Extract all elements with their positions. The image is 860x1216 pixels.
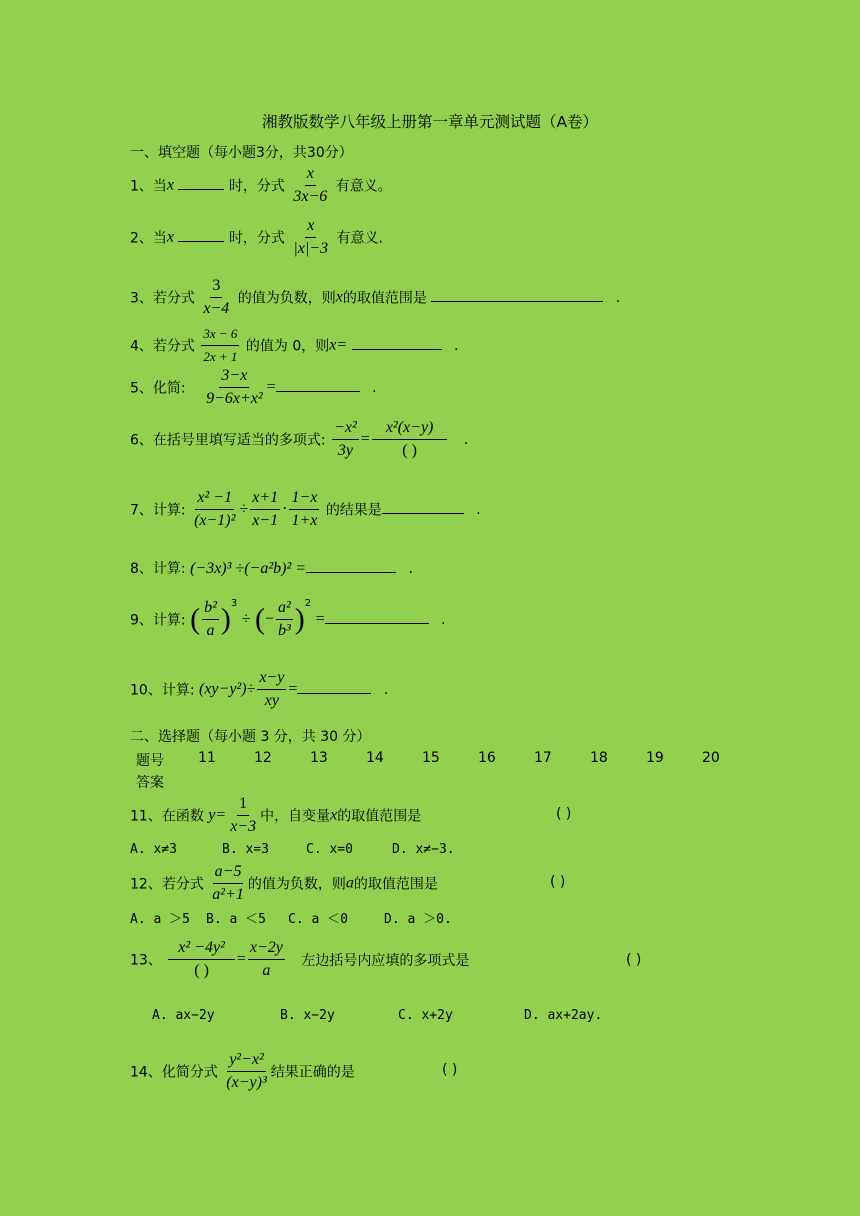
q12-label: 12、若分式 bbox=[130, 876, 204, 893]
question-6 bbox=[130, 418, 468, 461]
answer-table-num-11: 11 bbox=[198, 750, 216, 766]
q3-text: 的值为负数，则 bbox=[237, 290, 336, 307]
q9-minus: − bbox=[264, 610, 274, 628]
answer-table-num-15: 15 bbox=[422, 750, 440, 766]
q12-var: a bbox=[345, 874, 354, 892]
q9-left-paren: ( bbox=[190, 602, 201, 636]
q2-text: 时，分式 bbox=[228, 230, 285, 247]
question-9 bbox=[130, 598, 446, 641]
answer-table-num-12: 12 bbox=[254, 750, 272, 766]
q9-equals: = bbox=[315, 610, 325, 628]
q11-answer-paren[interactable]: ( ) bbox=[556, 806, 572, 822]
question-7 bbox=[130, 488, 481, 531]
q4-var: x= bbox=[329, 336, 348, 354]
q13-equals: = bbox=[236, 950, 246, 968]
q1-answer-blank[interactable] bbox=[178, 175, 224, 190]
q11-option-c[interactable]: C. x=0 bbox=[306, 842, 353, 857]
answer-table-num-17: 17 bbox=[534, 750, 552, 766]
answer-table-num-16: 16 bbox=[478, 750, 496, 766]
question-11 bbox=[130, 794, 421, 837]
q13-option-a[interactable]: A. ax−2y bbox=[152, 1008, 215, 1023]
q4-answer-blank[interactable] bbox=[352, 335, 442, 350]
q10-fraction: $\frac{x-y}{xy}$ bbox=[259, 669, 285, 709]
q14-label: 14、化简分式 bbox=[130, 1064, 218, 1081]
q6-fraction-right[interactable]: $\frac{\text{x²(x−y)}}{( )}$ bbox=[372, 418, 448, 461]
question-14 bbox=[130, 1050, 355, 1093]
q11-text: 中，自变量 bbox=[260, 808, 331, 825]
question-10 bbox=[130, 668, 388, 711]
question-13 bbox=[130, 938, 469, 981]
q11-option-d[interactable]: D. x≠−3. bbox=[392, 842, 455, 857]
q4-label: 4、若分式 bbox=[130, 338, 195, 355]
q12-option-c[interactable]: C. a ＜0 bbox=[288, 912, 348, 927]
q12-answer-paren[interactable]: ( ) bbox=[550, 874, 566, 890]
q6-equals: = bbox=[360, 430, 370, 448]
q10-equals: = bbox=[288, 680, 298, 698]
q9-exponent-2: 2 bbox=[304, 598, 312, 609]
q12-option-a[interactable]: A. a ＞5 bbox=[130, 912, 190, 927]
q7-fraction-3: $\frac{1-x}{1+x}$ bbox=[291, 489, 318, 529]
q3-var: x bbox=[335, 288, 343, 306]
q10-period: . bbox=[383, 681, 389, 698]
q9-left-paren-2: ( bbox=[254, 602, 265, 636]
q1-label: 1、当 bbox=[130, 178, 167, 195]
q9-fraction-1: $\frac{\text{b²}}{a}$ bbox=[204, 599, 217, 639]
q11-option-b[interactable]: B. x=3 bbox=[222, 842, 269, 857]
q9-label: 9、计算: bbox=[130, 612, 186, 629]
answer-table-num-18: 18 bbox=[590, 750, 608, 766]
q6-period: . bbox=[463, 431, 469, 448]
q14-text: 结果正确的是 bbox=[270, 1064, 355, 1081]
answer-table-num-14: 14 bbox=[366, 750, 384, 766]
q7-dot: · bbox=[282, 500, 288, 518]
q14-answer-paren[interactable]: ( ) bbox=[442, 1062, 458, 1078]
q3-label: 3、若分式 bbox=[130, 290, 195, 307]
q14-fraction: $\frac{\text{y²−x²}}{\text{(x−y)³}}$ bbox=[226, 1051, 267, 1091]
q5-equals: = bbox=[266, 378, 276, 396]
question-8 bbox=[130, 558, 413, 578]
q7-fraction-1: $\frac{\text{x² −1}}{\text{(x−1)²}}$ bbox=[194, 489, 236, 529]
q2-answer-blank[interactable] bbox=[178, 227, 224, 242]
q11-var: x bbox=[330, 806, 338, 824]
question-5 bbox=[130, 366, 377, 409]
q8-label: 8、计算: bbox=[130, 561, 186, 577]
q6-label: 6、在括号里填写适当的多项式: bbox=[130, 432, 326, 449]
q2-fraction: $\frac{x}{|x|-3}$ bbox=[293, 217, 329, 257]
q13-answer-paren[interactable]: ( ) bbox=[626, 952, 642, 968]
q13-option-c[interactable]: C. x+2y bbox=[398, 1008, 453, 1023]
q7-text: 的结果是 bbox=[325, 502, 382, 519]
q12-text: 的值为负数，则 bbox=[247, 876, 346, 893]
q13-label: 13、 bbox=[130, 952, 162, 969]
q11-lhs: y= bbox=[208, 806, 227, 824]
q7-answer-blank[interactable] bbox=[382, 499, 464, 514]
q7-period: . bbox=[476, 501, 481, 518]
q5-answer-blank[interactable] bbox=[276, 377, 360, 392]
q9-exponent-1: 3 bbox=[230, 598, 238, 609]
q1-text: 时，分式 bbox=[228, 178, 285, 195]
answer-table-answer-label: 答案 bbox=[136, 775, 164, 791]
q13-fraction-left[interactable]: $\frac{\text{x² −4y²}}{( )}$ bbox=[168, 938, 235, 981]
q9-divide: ÷ bbox=[241, 610, 251, 628]
q7-label: 7、计算: bbox=[130, 502, 186, 519]
q5-period: . bbox=[372, 379, 377, 396]
q2-text-end: 有意义. bbox=[336, 230, 383, 247]
q13-text: 左边括号内应填的多项式是 bbox=[301, 952, 470, 969]
q3-answer-blank[interactable] bbox=[431, 287, 603, 302]
q12-text-2: 的取值范围是 bbox=[353, 876, 438, 893]
q12-option-d[interactable]: D. a ＞0. bbox=[384, 912, 452, 927]
q9-fraction-2: $\frac{\text{a²}}{\text{b³}}$ bbox=[277, 599, 291, 639]
q11-label: 11、在函数 bbox=[130, 808, 204, 825]
question-2 bbox=[130, 216, 383, 259]
section-choice-heading: 二、选择题（每小题 3 分，共 30 分） bbox=[130, 729, 371, 745]
q9-period: . bbox=[441, 611, 446, 628]
q7-divide: ÷ bbox=[239, 500, 249, 518]
q3-text-2: 的取值范围是 bbox=[342, 290, 427, 307]
answer-table-num-19: 19 bbox=[646, 750, 664, 766]
q1-var: x bbox=[166, 176, 175, 194]
q11-fraction: $\frac{1}{x-3}$ bbox=[230, 795, 257, 835]
q8-answer-blank[interactable] bbox=[306, 558, 396, 573]
q8-expression: (−3x)³ ÷(−a²b)² = bbox=[190, 560, 307, 577]
q4-text: 的值为 0，则 bbox=[245, 338, 330, 355]
q12-option-b[interactable]: B. a ＜5 bbox=[206, 912, 266, 927]
q3-period: . bbox=[615, 289, 621, 306]
q9-right-paren: ) bbox=[220, 602, 231, 636]
question-4 bbox=[130, 324, 459, 367]
answer-table-num-20: 20 bbox=[702, 750, 720, 766]
q12-fraction: $\frac{a-5}{\text{a²+1}}$ bbox=[212, 863, 244, 903]
page-title: 湘教版数学八年级上册第一章单元测试题（A卷） bbox=[261, 113, 599, 131]
q2-var: x bbox=[166, 228, 175, 246]
question-12 bbox=[130, 862, 438, 905]
answer-table-num-13: 13 bbox=[310, 750, 328, 766]
question-1 bbox=[130, 164, 392, 207]
q5-fraction: $\frac{3-x}{\text{9−6x+x²}}$ bbox=[206, 367, 263, 407]
section-fill-blank-heading: 一、填空题（每小题3分，共30分） bbox=[130, 145, 353, 161]
q1-fraction: $\frac{x}{3x-6}$ bbox=[293, 165, 328, 205]
q10-label: 10、计算: bbox=[130, 682, 195, 699]
q2-label: 2、当 bbox=[130, 230, 167, 247]
q1-text-end: 有意义。 bbox=[335, 178, 392, 195]
q13-option-d[interactable]: D. ax+2ay. bbox=[524, 1008, 603, 1023]
q9-right-paren-2: ) bbox=[294, 602, 305, 636]
q13-option-b[interactable]: B. x−2y bbox=[280, 1008, 335, 1023]
q7-fraction-2: $\frac{x+1}{x-1}$ bbox=[252, 489, 279, 529]
q4-fraction: $\frac{3x - 6}{2x + 1}$ bbox=[203, 326, 238, 364]
q11-text-2: 的取值范围是 bbox=[337, 808, 422, 825]
q4-period: . bbox=[454, 337, 459, 354]
q8-period: . bbox=[408, 561, 413, 577]
q11-option-a[interactable]: A. x≠3 bbox=[130, 842, 177, 857]
q10-expression: (xy−y²)÷ bbox=[198, 680, 256, 698]
answer-table-header-label: 题号 bbox=[136, 753, 164, 769]
question-3 bbox=[130, 276, 620, 319]
q5-label: 5、化简: bbox=[130, 380, 186, 397]
q6-fraction-left: $\frac{\text{−x²}}{3y}$ bbox=[334, 419, 357, 459]
q10-answer-blank[interactable] bbox=[297, 679, 371, 694]
q9-answer-blank[interactable] bbox=[325, 609, 429, 624]
q13-fraction-right: $\frac{x-2y}{a}$ bbox=[249, 939, 283, 979]
q3-fraction: $\frac{3}{x-4}$ bbox=[203, 277, 230, 317]
